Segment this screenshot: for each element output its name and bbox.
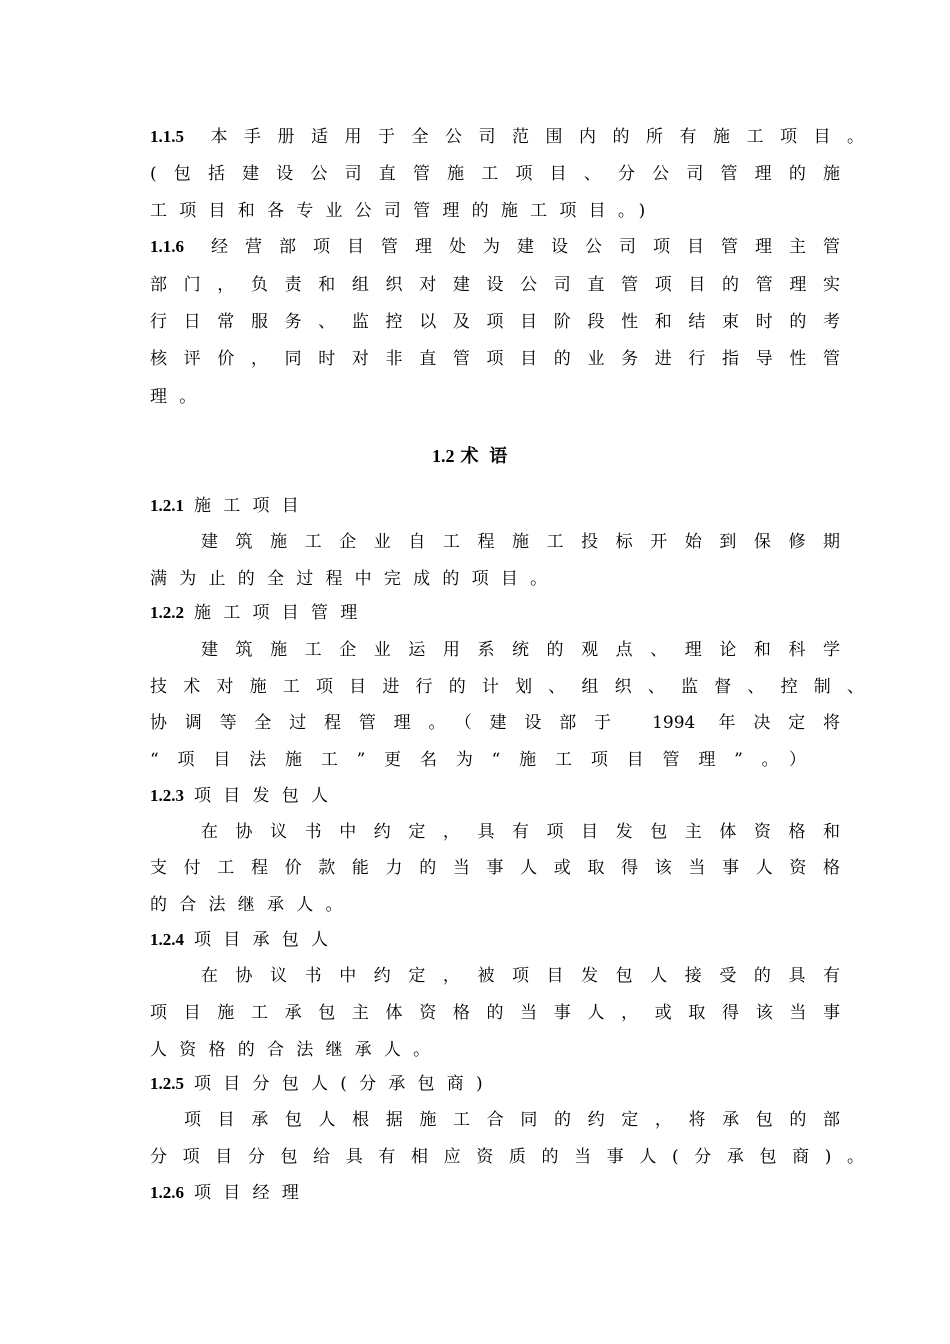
term-1-2-6-heading: 1.2.6 项目经理 bbox=[150, 1183, 311, 1203]
term-1-2-2-line-4: “项目法施工”更名为“施工项目管理”。） bbox=[150, 750, 806, 770]
clause-1-1-6-line-1: 1.1.6 经营部项目管理处为建设公司项目管理主管 bbox=[150, 237, 840, 257]
term-1-2-1-line-2: 满为止的全过程中完成的项目。 bbox=[150, 569, 560, 589]
term-1-2-1-heading: 1.2.1 施工项目 bbox=[150, 496, 311, 516]
term-1-2-2-line-3: 协调等全过程管理。（建设部于 1994 年决定将 bbox=[150, 713, 840, 733]
term-1-2-4-line-1: 在协议书中约定，被项目发包人接受的具有 bbox=[201, 966, 840, 986]
term-1-2-2-heading: 1.2.2 施工项目管理 bbox=[150, 603, 370, 623]
term-1-2-5-line-2: 分项目分包给具有相应资质的当事人(分承包商)。 bbox=[150, 1147, 864, 1167]
clause-1-1-5-line-1: 1.1.5 本手册适用于全公司范围内的所有施工项目。 bbox=[150, 127, 864, 147]
section-title: 1.2 术语 bbox=[431, 446, 519, 467]
clause-1-1-6-line-4: 核评价，同时对非直管项目的业务进行指导性管 bbox=[150, 349, 840, 369]
term-1-2-3-line-2: 支付工程价款能力的当事人或取得该当事人资格 bbox=[150, 858, 840, 878]
term-1-2-2-line-1: 建筑施工企业运用系统的观点、理论和科学 bbox=[201, 640, 840, 660]
term-1-2-3-heading: 1.2.3 项目发包人 bbox=[150, 786, 341, 806]
term-1-2-3-line-1: 在协议书中约定，具有项目发包主体资格和 bbox=[201, 822, 840, 842]
clause-1-1-6-line-3: 行日常服务、监控以及项目阶段性和结束时的考 bbox=[150, 312, 840, 332]
clause-1-1-5-line-2: (包括建设公司直管施工项目、分公司管理的施 bbox=[150, 164, 840, 184]
term-1-2-3-line-3: 的合法继承人。 bbox=[150, 895, 355, 915]
clause-1-1-6-line-5: 理。 bbox=[150, 387, 209, 407]
clause-1-1-6-line-2: 部门，负责和组织对建设公司直管项目的管理实 bbox=[150, 275, 840, 295]
clause-number: 1.1.5 bbox=[150, 127, 184, 146]
clause-1-1-5-line-3: 工项目和各专业公司管理的施工项目。) bbox=[150, 201, 658, 221]
term-1-2-1-line-1: 建筑施工企业自工程施工投标开始到保修期 bbox=[201, 532, 840, 552]
clause-number: 1.1.6 bbox=[150, 237, 184, 256]
term-1-2-5-heading: 1.2.5 项目分包人(分承包商) bbox=[150, 1074, 495, 1094]
term-1-2-2-line-2: 技术对施工项目进行的计划、组织、监督、控制、 bbox=[150, 677, 864, 697]
term-1-2-5-line-1: 项目承包人根据施工合同的约定，将承包的部 bbox=[184, 1110, 840, 1130]
term-1-2-4-line-2: 项目施工承包主体资格的当事人，或取得该当事 bbox=[150, 1003, 840, 1023]
term-1-2-4-line-3: 人资格的合法继承人。 bbox=[150, 1040, 443, 1060]
term-1-2-4-heading: 1.2.4 项目承包人 bbox=[150, 930, 341, 950]
